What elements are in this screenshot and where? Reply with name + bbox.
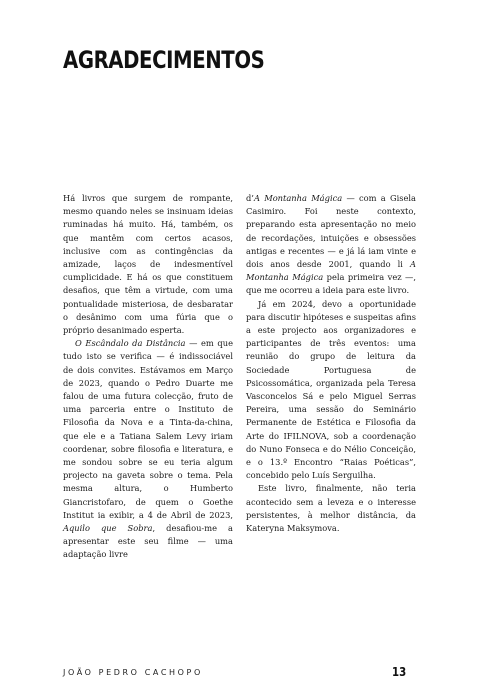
paragraph: Há livros que surgem de rompante, mesmo quando neles se insinuam ideias ruminadas há muito. Há, também, os que mantêm com certos acasos, inclusive com as contingências da amizade, laços de indesmentível cumplicidade. E há os que constituem desafios, que têm a virtude, com uma pontualidade misteriosa, de desbaratar o desânimo com uma fúria que o próprio desanimado esperta. xyxy=(63,193,233,336)
book-title: A Montanha Mágica xyxy=(246,259,416,283)
paragraph xyxy=(246,192,416,298)
footer-author: JOÃO PEDRO CACHOPO xyxy=(63,668,203,677)
paragraph-text: — em que tudo isto se verifica — é indissociável de dois convites. Estávamos em Março de 2023, quando o Pedro Duarte me falou de uma futura colecção, fruto de uma parceria entre o Instituto de Filosofia da Nova e a Tinta-da-china, que ele e a Tatiana Salem Levy iriam coordenar, sobre filosofia e literatura, e me sondou sobre se eu teria algum projecto na gaveta sobre o tema. Pela mesma altura, o Humberto Giancristofaro, de quem o Goethe Institut ia exibir, a 4 de Abril de 2023, xyxy=(63,338,233,520)
paragraph: Já em 2024, devo a oportunidade para discutir hipóteses e suspeitas afins a este projecto aos organizadores e participantes de três eventos: uma reunião do grupo de leitura da Sociedade Portuguesa de Psicossomática, organizada pela Teresa Vasconcelos Sá e pelo Miguel Serras Pereira, uma sessão do Seminário Permanente de Estética e Filosofia da Arte do IFILNOVA, sob a coordenação do Nuno Fonseca e do Nélio Conceição, e o 13.º Encontro “Raias Poéticas”, concebido pelo Luís Serguilha. xyxy=(246,298,416,481)
right-text-column xyxy=(246,192,416,535)
film-title: Aquilo que Sobra xyxy=(63,523,153,534)
paragraph-text: , desafiou-me a apresentar este seu filme — uma adaptação livre xyxy=(63,523,233,560)
page-number: 13 xyxy=(392,665,407,679)
paragraph: Este livro, finalmente, não teria acontecido sem a leveza e o interesse persistentes, à melhor distância, da Kateryna Maksymova. xyxy=(246,483,416,534)
paragraph-text: d’ xyxy=(246,193,254,203)
left-text-column xyxy=(63,192,233,562)
paragraph xyxy=(63,337,233,561)
page-title: AGRADECIMENTOS xyxy=(63,46,265,74)
paragraph-text: — com a Gisela Casimiro. Foi neste contexto, preparando esta apresentação no meio de recordações, intuições e obsessões antigas e recentes — e já lá iam vinte e dois anos desde 2001, quando li xyxy=(246,193,417,270)
book-title: O Escândalo da Distância xyxy=(75,338,186,349)
paragraph-text: pela primeira vez —, que me ocorreu a ideia para este livro. xyxy=(246,272,416,296)
book-title: A Montanha Mágica xyxy=(253,193,343,203)
